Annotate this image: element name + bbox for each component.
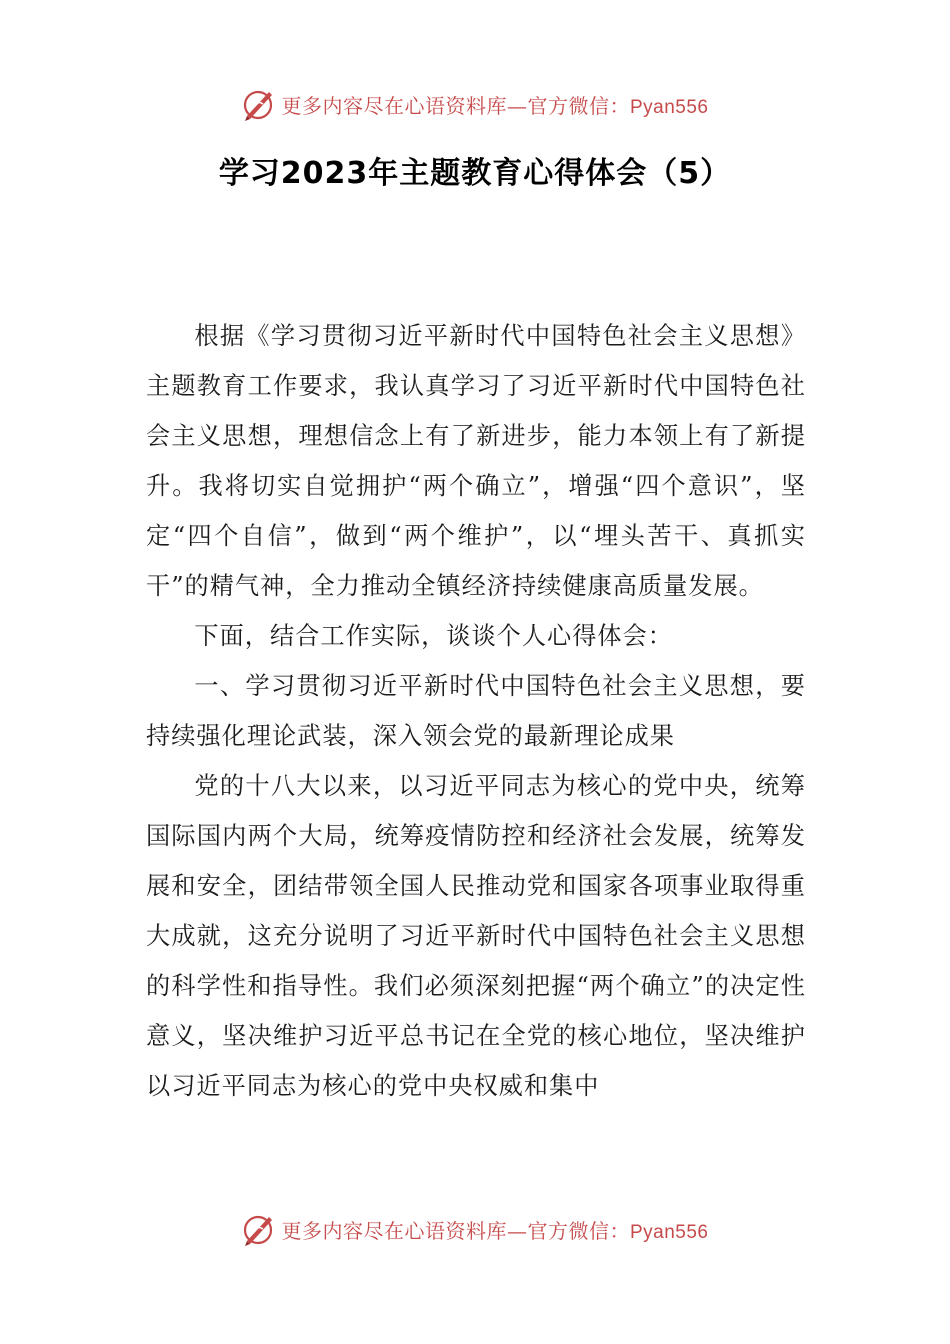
- document-body: [146, 311, 806, 1111]
- watermark-text: 更多内容尽在心语资料库—官方微信：Pyan556: [281, 1218, 709, 1243]
- section-heading-1: 一、学习贯彻习近平新时代中国特色社会主义思想，要持续强化理论武装，深入领会党的最新理论成果: [146, 672, 806, 750]
- paragraph-intro: 根据《学习贯彻习近平新时代中国特色社会主义思想》主题教育工作要求，我认真学习了习近平新时代中国特色社会主义思想，理想信念上有了新进步，能力本领上有了新提升。我将切实自觉拥护“两个确立”，增强“四个意识”，坚定“四个自信”，做到“两个维护”，以“埋头苦干、真抓实干”的精气神，全力推动全镇经济持续健康高质量发展。: [146, 322, 806, 600]
- paragraph-section-1: 党的十八大以来，以习近平同志为核心的党中央，统筹国际国内两个大局，统筹疫情防控和经济社会发展，统筹发展和安全，团结带领全国人民推动党和国家各项事业取得重大成就，这充分说明了习近平新时代中国特色社会主义思想的科学性和指导性。我们必须深刻把握“两个确立”的决定性意义，坚决维护习近平总书记在全党的核心地位，坚决维护以习近平同志为核心的党中央权威和集中: [146, 772, 806, 1100]
- pen-logo-icon: [241, 1211, 277, 1247]
- watermark-header: [0, 84, 950, 124]
- watermark-text: 更多内容尽在心语资料库—官方微信：Pyan556: [281, 93, 709, 118]
- pen-logo-icon: [241, 86, 277, 122]
- watermark-footer: [0, 1209, 950, 1249]
- wechat-id: Pyan556: [629, 1221, 709, 1243]
- document-title: 学习2023年主题教育心得体会（5）: [218, 156, 732, 191]
- paragraph-lead-in: 下面，结合工作实际，谈谈个人心得体会：: [194, 622, 673, 650]
- wechat-id: Pyan556: [629, 96, 709, 118]
